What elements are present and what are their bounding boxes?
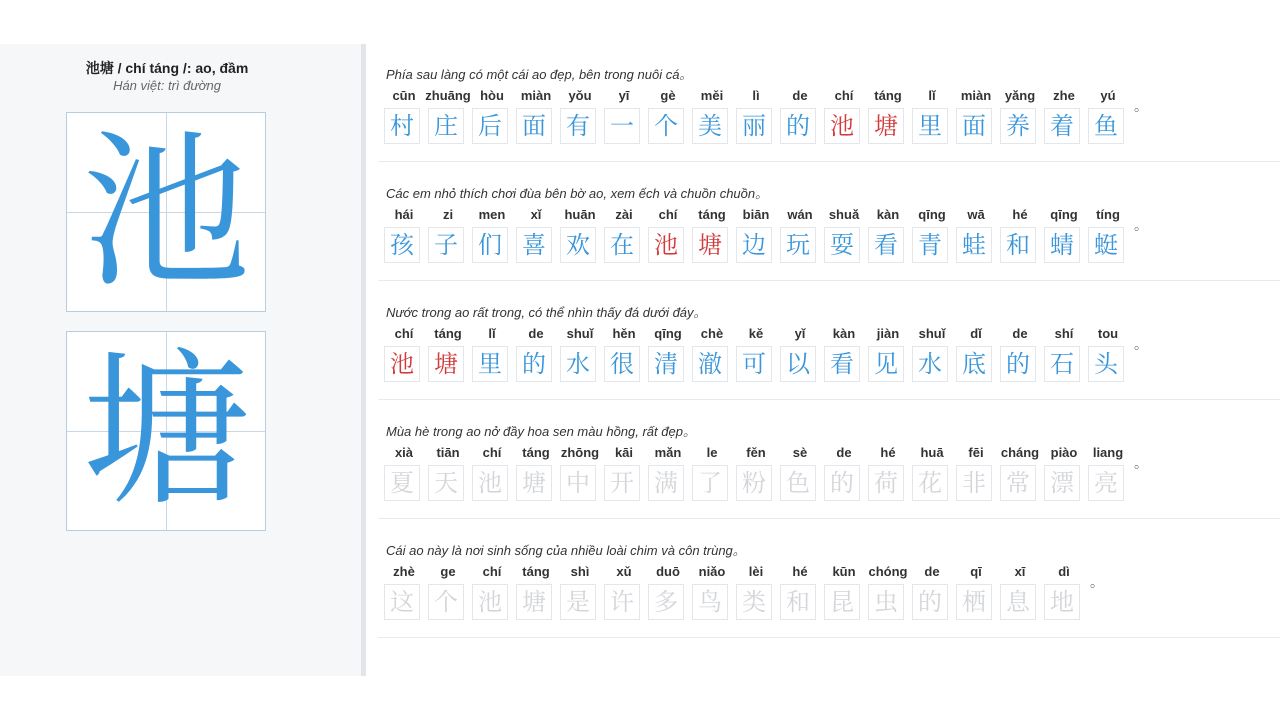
hanzi-character: 以 bbox=[780, 346, 816, 382]
hanzi-character: 鸟 bbox=[692, 584, 728, 620]
hanzi-character: 和 bbox=[780, 584, 816, 620]
pinyin-label: kàn bbox=[876, 207, 900, 222]
hanzi-character: 玩 bbox=[780, 227, 816, 263]
pinyin-label: qīng bbox=[918, 207, 946, 222]
hanzi-character: 塘 bbox=[516, 584, 552, 620]
pinyin-label: chí bbox=[394, 326, 414, 341]
sentence-separator bbox=[378, 399, 1280, 400]
hanzi-character: 池 bbox=[472, 584, 508, 620]
character-row bbox=[382, 564, 1104, 624]
hanzi-character: 漂 bbox=[1044, 465, 1080, 501]
hanzi-character: 塘 bbox=[516, 465, 552, 501]
character-row bbox=[382, 326, 1148, 386]
pinyin-label: měi bbox=[700, 88, 724, 103]
hanzi-character: 个 bbox=[648, 108, 684, 144]
pinyin-label: fēi bbox=[968, 445, 984, 460]
example-sentence bbox=[378, 520, 1280, 638]
hanzi-character: 村 bbox=[384, 108, 420, 144]
hanzi-character: 头 bbox=[1088, 346, 1124, 382]
hanzi-character: 水 bbox=[912, 346, 948, 382]
hanzi-character: 虫 bbox=[868, 584, 904, 620]
hanzi-character: 喜 bbox=[516, 227, 552, 263]
character-cell[interactable] bbox=[1086, 88, 1130, 148]
pinyin-label: chóng bbox=[868, 564, 908, 579]
pinyin-label: zhe bbox=[1053, 88, 1075, 103]
pinyin-label: dì bbox=[1058, 564, 1070, 579]
pinyin-label: huā bbox=[920, 445, 944, 460]
pinyin-label: zi bbox=[442, 207, 454, 222]
hanzi-character: 青 bbox=[912, 227, 948, 263]
pinyin-label: de bbox=[792, 88, 808, 103]
vietnamese-translation: Nước trong ao rất trong, có thể nhìn thấy đá dưới đáy。 bbox=[386, 305, 707, 320]
hanzi-character: 许 bbox=[604, 584, 640, 620]
pinyin-label: gè bbox=[660, 88, 676, 103]
example-sentence bbox=[378, 163, 1280, 281]
vietnamese-translation: Cái ao này là nơi sinh sống của nhiều loài chim và côn trùng。 bbox=[386, 543, 746, 558]
hanzi-character: 蜓 bbox=[1088, 227, 1124, 263]
pinyin-label: kāi bbox=[614, 445, 634, 460]
pinyin-label: shuǎ bbox=[828, 207, 860, 222]
pinyin-label: biān bbox=[742, 207, 770, 222]
pinyin-label: qīng bbox=[1050, 207, 1078, 222]
sentence-end-mark bbox=[1086, 564, 1104, 624]
hanzi-character: 地 bbox=[1044, 584, 1080, 620]
hanzi-character: 里 bbox=[912, 108, 948, 144]
hanzi-character: 荷 bbox=[868, 465, 904, 501]
sentence-separator bbox=[378, 637, 1280, 638]
pinyin-label: le bbox=[706, 445, 718, 460]
hanzi-character: 孩 bbox=[384, 227, 420, 263]
hanzi-character: 非 bbox=[956, 465, 992, 501]
highlighted-hanzi: 塘 bbox=[692, 227, 728, 263]
pinyin-label: zhōng bbox=[560, 445, 600, 460]
pinyin-label: qīng bbox=[654, 326, 682, 341]
pinyin-label: lèi bbox=[748, 564, 764, 579]
highlighted-hanzi: 池 bbox=[648, 227, 684, 263]
word-title: 池塘 / chí táng /: ao, đầm bbox=[85, 60, 249, 76]
hanzi-character: 常 bbox=[1000, 465, 1036, 501]
example-sentence bbox=[378, 44, 1280, 162]
pinyin-label: tíng bbox=[1096, 207, 1120, 222]
hanzi-character: 是 bbox=[560, 584, 596, 620]
pinyin-label: wā bbox=[967, 207, 985, 222]
hanzi-character: 息 bbox=[1000, 584, 1036, 620]
hanzi-character: 的 bbox=[1000, 346, 1036, 382]
pinyin-label: táng bbox=[698, 207, 726, 222]
hanzi-character: 在 bbox=[604, 227, 640, 263]
pinyin-label: chí bbox=[658, 207, 678, 222]
hanzi-character: 面 bbox=[956, 108, 992, 144]
vietnamese-translation: Mùa hè trong ao nở đầy hoa sen màu hồng, rất đẹp。 bbox=[386, 424, 696, 439]
pinyin-label: hái bbox=[394, 207, 414, 222]
hanzi-character: 的 bbox=[824, 465, 860, 501]
pinyin-label: xǔ bbox=[616, 564, 632, 579]
pinyin-label: zài bbox=[615, 207, 633, 222]
hanzi-character: 中 bbox=[560, 465, 596, 501]
highlighted-hanzi: 池 bbox=[824, 108, 860, 144]
character-cell[interactable] bbox=[1086, 445, 1130, 505]
sentence-end-mark bbox=[1130, 88, 1148, 148]
pinyin-label: liang bbox=[1092, 445, 1124, 460]
pinyin-label: shí bbox=[1054, 326, 1074, 341]
pinyin-label: tou bbox=[1097, 326, 1119, 341]
hanzi-character: 很 bbox=[604, 346, 640, 382]
pinyin-label: shuǐ bbox=[566, 326, 594, 341]
pinyin-label: yú bbox=[1100, 88, 1116, 103]
pinyin-label: duō bbox=[656, 564, 680, 579]
hanzi-character: 边 bbox=[736, 227, 772, 263]
pinyin-label: hé bbox=[880, 445, 896, 460]
pinyin-label: hé bbox=[1012, 207, 1028, 222]
hanzi-character: 开 bbox=[604, 465, 640, 501]
hanzi-character: 亮 bbox=[1088, 465, 1124, 501]
end-mark-text: 。 bbox=[1134, 456, 1148, 472]
pinyin-label: táng bbox=[434, 326, 462, 341]
pinyin-label: xī bbox=[1014, 564, 1026, 579]
hanzi-character: 着 bbox=[1044, 108, 1080, 144]
sentence-end-mark bbox=[1130, 326, 1148, 386]
hanzi-character: 的 bbox=[516, 346, 552, 382]
end-mark-text: 。 bbox=[1090, 575, 1104, 591]
pinyin-label: miàn bbox=[960, 88, 992, 103]
sentence-separator bbox=[378, 280, 1280, 281]
pinyin-label: yǎng bbox=[1004, 88, 1036, 103]
pinyin-label: shuǐ bbox=[918, 326, 946, 341]
pinyin-label: lǐ bbox=[488, 326, 496, 341]
hanzi-character: 欢 bbox=[560, 227, 596, 263]
sentence-end-mark bbox=[1130, 207, 1148, 267]
hanzi-character: 清 bbox=[648, 346, 684, 382]
pinyin-label: yǒu bbox=[568, 88, 592, 103]
hanzi-character: 了 bbox=[692, 465, 728, 501]
pinyin-label: cháng bbox=[1000, 445, 1040, 460]
pinyin-label: zhè bbox=[393, 564, 415, 579]
pinyin-label: kūn bbox=[832, 564, 856, 579]
highlighted-hanzi: 塘 bbox=[868, 108, 904, 144]
example-sentence bbox=[378, 401, 1280, 519]
hanzi-character: 后 bbox=[472, 108, 508, 144]
pinyin-label: de bbox=[836, 445, 852, 460]
big-character-box-1 bbox=[66, 112, 266, 312]
hanzi-character: 子 bbox=[428, 227, 464, 263]
vietnamese-translation: Các em nhỏ thích chơi đùa bên bờ ao, xem ếch và chuồn chuồn。 bbox=[386, 186, 769, 201]
hanzi-character: 多 bbox=[648, 584, 684, 620]
pinyin-label: cūn bbox=[392, 88, 416, 103]
hanzi-character: 池 bbox=[472, 465, 508, 501]
pinyin-label: xià bbox=[394, 445, 414, 460]
sentence-separator bbox=[378, 518, 1280, 519]
pinyin-label: shì bbox=[570, 564, 590, 579]
pinyin-label: chè bbox=[700, 326, 724, 341]
character-row bbox=[382, 445, 1148, 505]
pinyin-label: lì bbox=[752, 88, 760, 103]
pinyin-label: hòu bbox=[480, 88, 504, 103]
pinyin-label: de bbox=[528, 326, 544, 341]
hanzi-character: 满 bbox=[648, 465, 684, 501]
hanzi-character: 面 bbox=[516, 108, 552, 144]
hanzi-character: 的 bbox=[780, 108, 816, 144]
pinyin-label: kàn bbox=[832, 326, 856, 341]
hanzi-character: 夏 bbox=[384, 465, 420, 501]
hanzi-character: 养 bbox=[1000, 108, 1036, 144]
hanzi-character: 丽 bbox=[736, 108, 772, 144]
hanzi-character: 澈 bbox=[692, 346, 728, 382]
pinyin-label: qī bbox=[970, 564, 982, 579]
big-character-box-2 bbox=[66, 331, 266, 531]
end-mark-text: 。 bbox=[1134, 218, 1148, 234]
highlighted-hanzi: 塘 bbox=[428, 346, 464, 382]
pinyin-label: lǐ bbox=[928, 88, 936, 103]
hanzi-character: 蛙 bbox=[956, 227, 992, 263]
pinyin-label: piào bbox=[1050, 445, 1078, 460]
pinyin-label: hěn bbox=[612, 326, 636, 341]
hanzi-character: 美 bbox=[692, 108, 728, 144]
hanzi-character: 看 bbox=[824, 346, 860, 382]
hanzi-character: 底 bbox=[956, 346, 992, 382]
character-cell[interactable] bbox=[1042, 564, 1086, 624]
character-cell[interactable] bbox=[1086, 326, 1130, 386]
pinyin-label: tiān bbox=[436, 445, 460, 460]
hanzi-character: 有 bbox=[560, 108, 596, 144]
pinyin-label: fěn bbox=[746, 445, 766, 460]
highlighted-hanzi: 池 bbox=[384, 346, 420, 382]
hanzi-character: 鱼 bbox=[1088, 108, 1124, 144]
character-row bbox=[382, 88, 1148, 148]
pinyin-label: mǎn bbox=[654, 445, 682, 460]
vietnamese-translation: Phía sau làng có một cái ao đẹp, bên trong nuôi cá。 bbox=[386, 67, 693, 82]
pinyin-label: niǎo bbox=[698, 564, 726, 579]
hanzi-character: 类 bbox=[736, 584, 772, 620]
hanzi-character: 粉 bbox=[736, 465, 772, 501]
pinyin-label: ge bbox=[440, 564, 456, 579]
hanzi-character: 水 bbox=[560, 346, 596, 382]
end-mark-text: 。 bbox=[1134, 337, 1148, 353]
hanzi-character: 可 bbox=[736, 346, 772, 382]
big-character: 塘 bbox=[82, 333, 250, 529]
sentence-end-mark bbox=[1130, 445, 1148, 505]
end-mark-text: 。 bbox=[1134, 99, 1148, 115]
hanzi-character: 见 bbox=[868, 346, 904, 382]
hanzi-character: 这 bbox=[384, 584, 420, 620]
character-cell[interactable] bbox=[1086, 207, 1130, 267]
hanzi-character: 花 bbox=[912, 465, 948, 501]
sentence-list bbox=[366, 44, 1280, 676]
pinyin-label: hé bbox=[792, 564, 808, 579]
big-character: 池 bbox=[82, 114, 250, 310]
hanzi-character: 石 bbox=[1044, 346, 1080, 382]
pinyin-label: chí bbox=[482, 445, 502, 460]
pinyin-label: wán bbox=[787, 207, 813, 222]
hanzi-character: 和 bbox=[1000, 227, 1036, 263]
hanzi-character: 栖 bbox=[956, 584, 992, 620]
hanzi-character: 耍 bbox=[824, 227, 860, 263]
pinyin-label: sè bbox=[792, 445, 808, 460]
pinyin-label: de bbox=[924, 564, 940, 579]
pinyin-label: táng bbox=[522, 564, 550, 579]
pinyin-label: men bbox=[478, 207, 506, 222]
pinyin-label: táng bbox=[874, 88, 902, 103]
han-viet-reading: Hán việt: trì đường bbox=[113, 78, 221, 93]
pinyin-label: yǐ bbox=[794, 326, 806, 341]
character-row bbox=[382, 207, 1148, 267]
hanzi-character: 庄 bbox=[428, 108, 464, 144]
pinyin-label: táng bbox=[522, 445, 550, 460]
pinyin-label: chí bbox=[834, 88, 854, 103]
hanzi-character: 色 bbox=[780, 465, 816, 501]
hanzi-character: 个 bbox=[428, 584, 464, 620]
pinyin-label: de bbox=[1012, 326, 1028, 341]
pinyin-label: chí bbox=[482, 564, 502, 579]
pinyin-label: huān bbox=[564, 207, 596, 222]
sentence-separator bbox=[378, 161, 1280, 162]
hanzi-character: 一 bbox=[604, 108, 640, 144]
pinyin-label: kě bbox=[748, 326, 764, 341]
hanzi-character: 天 bbox=[428, 465, 464, 501]
example-sentence bbox=[378, 282, 1280, 400]
pinyin-label: miàn bbox=[520, 88, 552, 103]
hanzi-character: 的 bbox=[912, 584, 948, 620]
pinyin-label: xǐ bbox=[530, 207, 542, 222]
hanzi-character: 们 bbox=[472, 227, 508, 263]
hanzi-character: 看 bbox=[868, 227, 904, 263]
pinyin-label: dǐ bbox=[970, 326, 982, 341]
pinyin-label: zhuāng bbox=[425, 88, 471, 103]
pinyin-label: yī bbox=[618, 88, 630, 103]
hanzi-character: 里 bbox=[472, 346, 508, 382]
hanzi-character: 蜻 bbox=[1044, 227, 1080, 263]
hanzi-character: 昆 bbox=[824, 584, 860, 620]
pinyin-label: jiàn bbox=[876, 326, 900, 341]
